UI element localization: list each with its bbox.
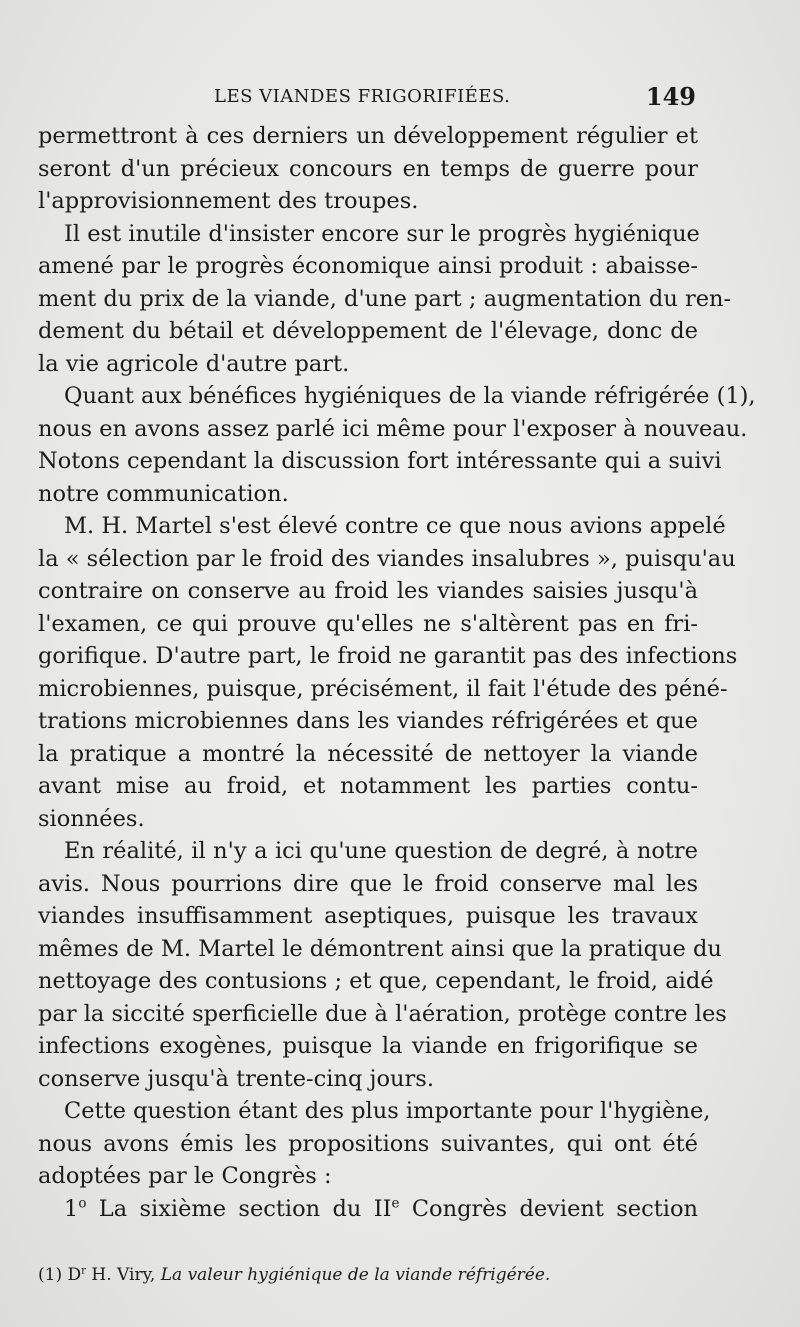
- ordinal-sup: o: [78, 1195, 87, 1211]
- text-line: adoptées par le Congrès :: [38, 1163, 332, 1189]
- text-line: par la siccité sperficielle due à l'aération, protège contre les: [38, 1000, 727, 1027]
- text-line: mêmes de M. Martel le démontrent ainsi que la pratique du: [38, 935, 722, 962]
- text-line: l'examen, ce qui prouve qu'elles ne s'altèrent pas en fri-: [38, 610, 698, 637]
- text-line: infections exogènes, puisque la viande en frigorifique se: [38, 1033, 698, 1059]
- page-header: [38, 84, 698, 118]
- text-line: nettoyage des contusions ; et que, cependant, le froid, aidé: [38, 968, 714, 994]
- text-line: En réalité, il n'y a ici qu'une question de degré, à notre: [64, 838, 698, 864]
- text-line: avant mise au froid, et notamment les parties contu-: [38, 773, 698, 799]
- text-line: nous en avons assez parlé ici même pour l'exposer à nouveau.: [38, 415, 748, 442]
- text-line-proposition: [38, 1193, 698, 1226]
- footnote-author: H. Viry,: [86, 1265, 161, 1285]
- text-line: nous avons émis les propositions suivantes, qui ont été: [38, 1130, 698, 1157]
- text-line: gorifique. D'autre part, le froid ne garantit pas des infections: [38, 643, 738, 669]
- proposition-number: 1: [64, 1195, 79, 1222]
- text-line: conserve jusqu'à trente-cinq jours.: [38, 1065, 434, 1092]
- text-line: l'approvisionnement des troupes.: [38, 188, 419, 214]
- footnote-title: La valeur hygiénique de la viande réfrigérée.: [160, 1265, 551, 1285]
- text-line: dement du bétail et développement de l'élevage, donc de: [38, 318, 698, 344]
- footnote-marker-sup: r: [81, 1265, 86, 1277]
- proposition-text: Congrès devient section: [399, 1195, 698, 1222]
- text-line: la vie agricole d'autre part.: [38, 350, 350, 377]
- footnote: [38, 1265, 698, 1285]
- text-line: amené par le progrès économique ainsi produit : abaisse-: [38, 253, 698, 279]
- body-text: [38, 120, 756, 1225]
- text-line: sionnées.: [38, 805, 145, 832]
- ordinal-sup: e: [391, 1195, 400, 1211]
- page-number: 149: [645, 82, 696, 111]
- text-line: trations microbiennes dans les viandes réfrigérées et que: [38, 708, 698, 734]
- footnote-marker: (1) D: [38, 1265, 82, 1285]
- text-line: Quant aux bénéfices hygiéniques de la viande réfrigérée (1),: [64, 383, 756, 409]
- text-line: microbiennes, puisque, précisément, il fait l'étude des péné-: [38, 675, 728, 702]
- text-line: Il est inutile d'insister encore sur le progrès hygiénique: [64, 220, 700, 247]
- text-line: la pratique a montré la nécessité de nettoyer la viande: [38, 740, 698, 767]
- text-line: viandes insuffisamment aseptiques, puisque les travaux: [38, 903, 698, 929]
- text-line: notre communication.: [38, 480, 289, 507]
- running-title: LES VIANDES FRIGORIFIÉES.: [214, 86, 511, 107]
- text-line: M. H. Martel s'est élevé contre ce que nous avions appelé: [64, 513, 726, 539]
- text-line: avis. Nous pourrions dire que le froid conserve mal les: [38, 870, 698, 897]
- text-line: contraire on conserve au froid les viandes saisies jusqu'à: [38, 578, 698, 604]
- text-line: Cette question étant des plus importante pour l'hygiène,: [64, 1098, 711, 1124]
- text-line: seront d'un précieux concours en temps de guerre pour: [38, 155, 698, 182]
- proposition-text: La sixième section du II: [86, 1195, 392, 1222]
- text-line: permettront à ces derniers un développement régulier et: [38, 123, 698, 149]
- text-line: la « sélection par le froid des viandes insalubres », puisqu'au: [38, 545, 736, 572]
- text-line: ment du prix de la viande, d'une part ; augmentation du ren-: [38, 285, 732, 312]
- text-line: Notons cependant la discussion fort intéressante qui a suivi: [38, 448, 722, 474]
